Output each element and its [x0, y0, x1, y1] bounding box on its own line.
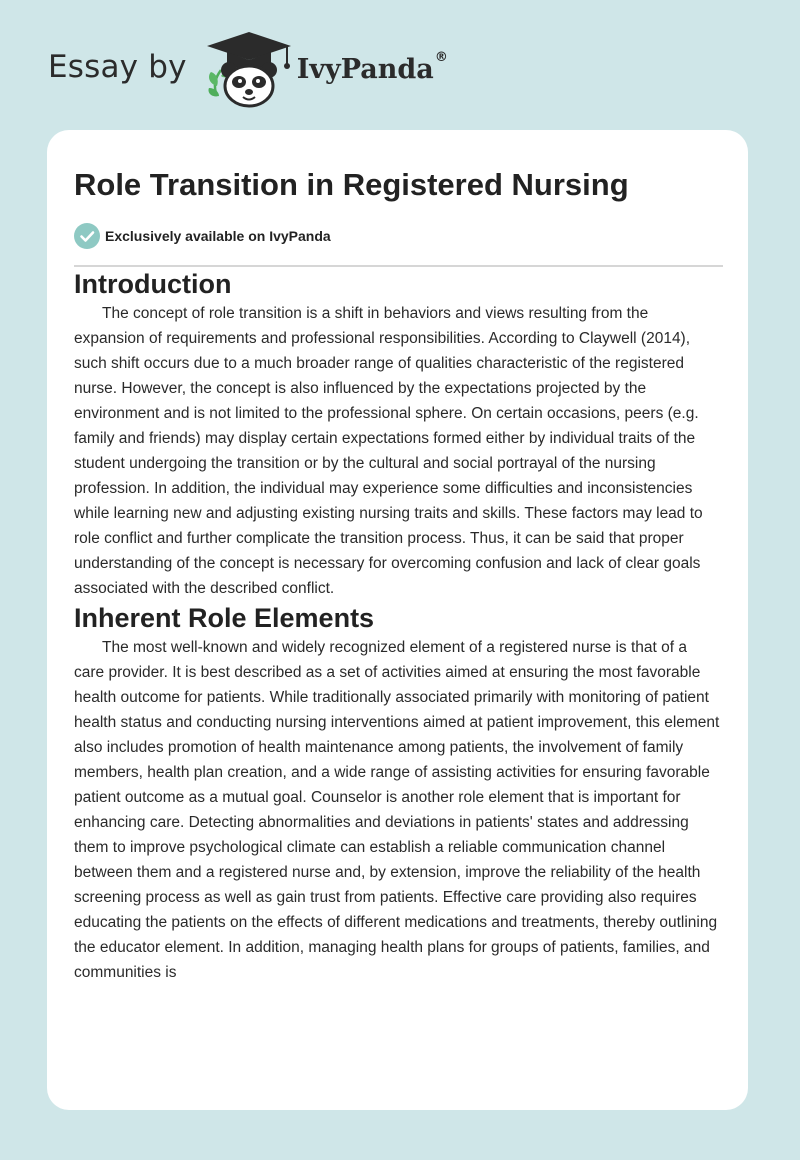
panda-graduate-logo-icon[interactable]	[203, 30, 295, 110]
brand-name[interactable]	[296, 49, 448, 85]
page-title: Role Transition in Registered Nursing	[74, 167, 629, 202]
section-paragraph-introduction: The concept of role transition is a shift in behaviors and views resulting from the expansion of requirements and professional responsibilities. According to Claywell (2014), such shift occurs due to a much broader range of qualities characteristic of the registered nurse. However, the concept is also influenced by the expectations projected by the environment and is not limited to the professional sphere. On certain occasions, peers (e.g. family and friends) may display certain expectations formed either by individual traits of the student undergoing the transition or by the cultural and social portrayal of the nursing profession. In addition, the individual may experience some difficulties and inconsistencies while learning new and adjusting existing nursing traits and skills. These factors may lead to role conflict and further complicate the transition process. Thus, it can be said that proper understanding of the concept is necessary for overcoming confusion and lack of clear goals associated with the described conflict.	[74, 305, 703, 597]
availability-text: Exclusively available on IvyPanda	[105, 228, 331, 244]
brand-header	[48, 30, 448, 110]
checkmark-circle-icon	[74, 223, 100, 249]
section-heading-introduction: Introduction	[74, 269, 232, 299]
section-paragraph-inherent-role-elements: The most well-known and widely recognized element of a registered nurse is that of a care provider. It is best described as a set of activities aimed at ensuring the most favorable health outcome for patients. While traditionally associated primarily with monitoring of patient health status and conducting nursing interventions aimed at patient improvement, this element also includes promotion of health maintenance among patients, the involvement of family members, health plan creation, and a wide range of assisting activities for ensuring favorable patient outcome as a mutual goal. Counselor is another role element that is important for enhancing care. Detecting abnormalities and deviations in patients' states and addressing them to improve psychological climate can establish a reliable communication channel between them and a registered nurse and, by extension, improve the reliability of the health screening process as well as gain trust from patients. Effective care providing also requires educating the patients on the effects of different medications and treatments, thereby outlining the educator element. In addition, managing health plans for groups of patients, families, and communities is	[74, 639, 720, 981]
registered-mark: ®	[434, 49, 448, 65]
essay-card	[47, 130, 748, 1110]
availability-badge	[74, 223, 721, 249]
brand-name-text: IvyPanda	[296, 53, 434, 85]
brand-prefix: Essay by	[48, 49, 187, 85]
section-heading-inherent-role-elements: Inherent Role Elements	[74, 603, 375, 633]
